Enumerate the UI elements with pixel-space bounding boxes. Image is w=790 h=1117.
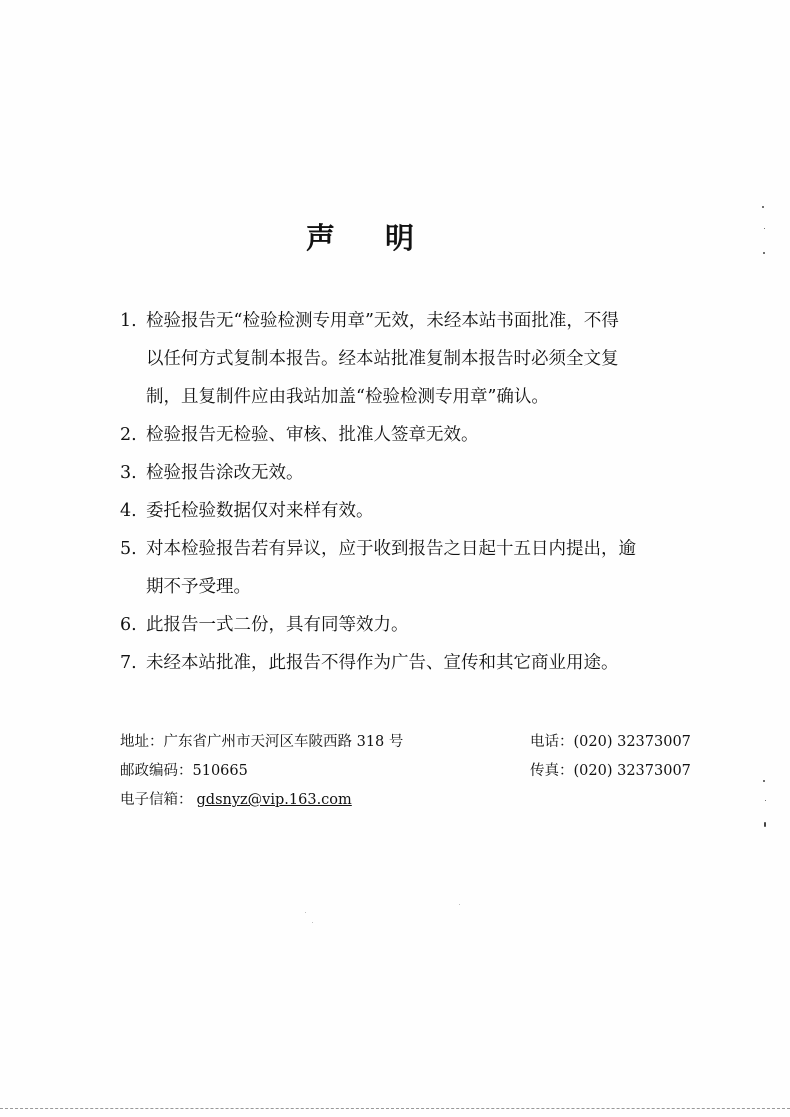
contact-block [120,728,690,815]
scan-speck [762,206,764,208]
page-title: 声 明 [305,221,435,255]
scan-edge-line [0,1108,790,1109]
scan-speck [763,780,765,782]
item-number: 4. [120,501,137,521]
scan-speck [765,800,766,801]
statement-list [120,302,680,682]
fax-text: 传真：(020) 32373007 [530,763,691,779]
scan-speck [305,912,306,913]
address-text: 地址：广东省广州市天河区车陂西路 318 号 [120,734,404,750]
item-text: 对本检验报告若有异议，应于收到报告之日起十五日内提出，逾 期不予受理。 [146,539,636,597]
statement-item-4 [120,492,680,530]
phone-text: 电话：(020) 32373007 [530,734,691,750]
scan-speck [763,252,765,254]
item-number: 7. [120,653,137,673]
item-number: 2. [120,425,137,445]
item-text: 此报告一式二份，具有同等效力。 [146,615,409,635]
item-number: 6. [120,615,137,635]
scan-speck [764,228,765,229]
scan-speck [459,904,460,905]
statement-item-2 [120,416,680,454]
contact-row-postcode [120,757,690,786]
item-text: 委托检验数据仅对来样有效。 [146,501,374,521]
scan-speck [312,922,313,923]
statement-item-3 [120,454,680,492]
statement-item-7 [120,644,680,682]
statement-item-5 [120,530,680,606]
contact-row-email [120,786,690,815]
postcode-text: 邮政编码：510665 [120,763,248,779]
contact-row-address [120,728,690,757]
email-link[interactable]: gdsnyz@vip.163.com [196,792,352,808]
item-number: 1. [120,311,137,331]
statement-item-1 [120,302,680,416]
statement-item-6 [120,606,680,644]
email-label: 电子信箱： [120,792,193,808]
item-text: 未经本站批准，此报告不得作为广告、宣传和其它商业用途。 [146,653,619,673]
email-line [120,786,352,815]
item-number: 3. [120,463,137,483]
scan-speck [764,822,766,827]
item-number: 5. [120,539,137,559]
item-text: 检验报告涂改无效。 [146,463,304,483]
item-text: 检验报告无检验、审核、批准人签章无效。 [146,425,479,445]
item-text: 检验报告无“检验检测专用章”无效，未经本站书面批准，不得 以任何方式复制本报告。经本站批准复制本报告时必须全文复 制，且复制件应由我站加盖“检验检测专用章”确认。 [146,311,619,407]
